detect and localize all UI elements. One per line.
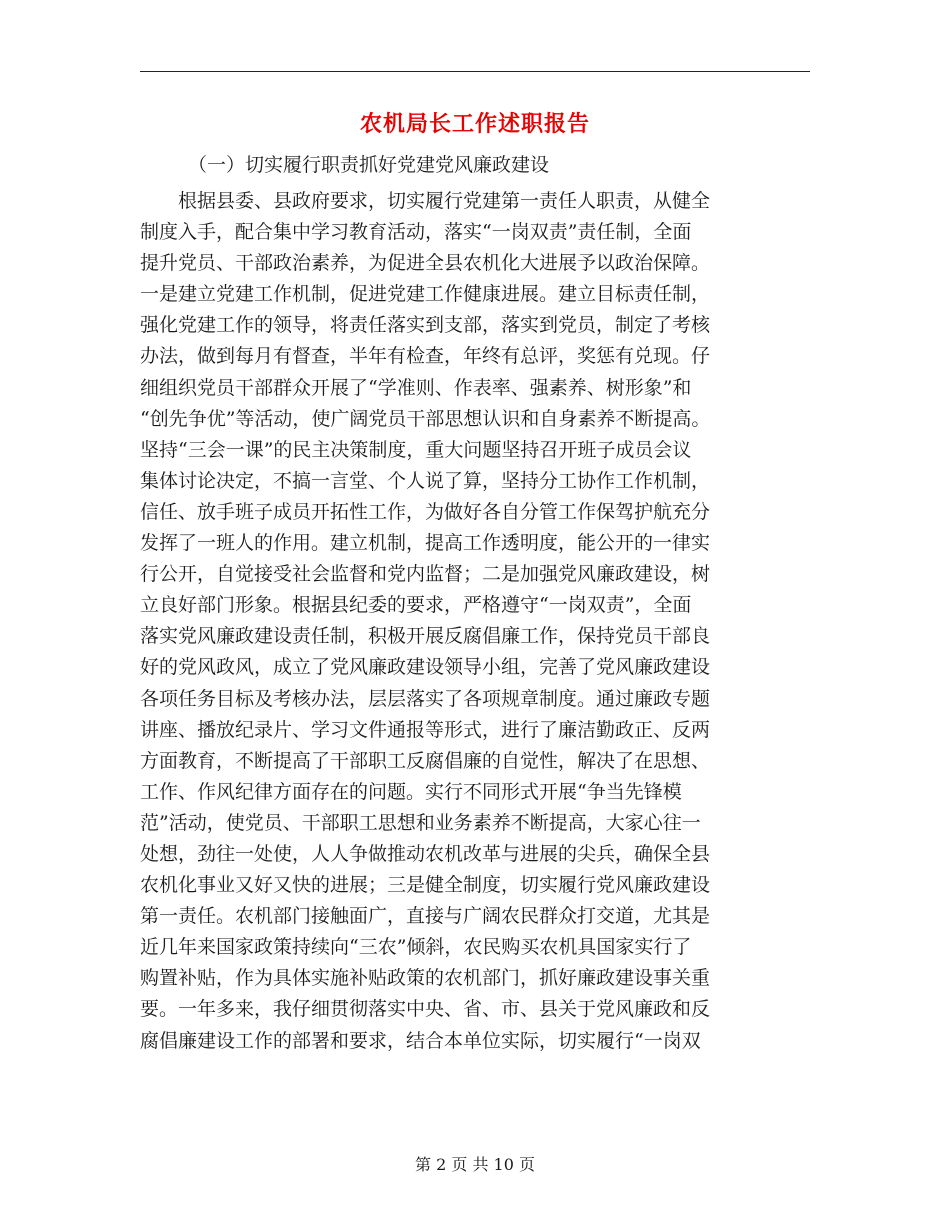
body-line: 近几年来国家政策持续向“三农”倾斜，农民购买农机具国家实行了 [140,936,692,959]
body-line: 方面教育，不断提高了干部职工反腐倡廉的自觉性，解决了在思想、 [140,749,711,772]
body-text [140,186,830,1057]
body-line: 立良好部门形象。根据县纪委的要求，严格遵守“一岗双责”，全面 [140,594,692,617]
section-heading: （一）切实履行职责抓好党建党风廉政建设 [188,154,550,176]
body-line: 各项任务目标及考核办法，层层落实了各项规章制度。通过廉政专题 [140,687,711,710]
body-line: 集体讨论决定，不搞一言堂、个人说了算，坚持分工协作工作机制， [140,469,711,492]
body-line: 落实党风廉政建设责任制，积极开展反腐倡廉工作，保持党员干部良 [140,625,711,648]
body-line: 农机化事业又好又快的进展；三是健全制度，切实履行党风廉政建设 [140,874,711,897]
header-rule [140,71,810,72]
body-line: 工作、作风纪律方面存在的问题。实行不同形式开展“争当先锋模 [140,780,682,803]
body-line: 好的党风政风，成立了党风廉政建设领导小组，完善了党风廉政建设 [140,656,711,679]
body-line: “创先争优”等活动，使广阔党员干部思想认识和自身素养不断提高。 [140,407,711,430]
body-line: 一是建立党建工作机制，促进党建工作健康进展。建立目标责任制， [140,283,711,306]
body-line: 范”活动，使党员、干部职工思想和业务素养不断提高，大家心往一 [140,811,701,834]
body-line: 行公开，自觉接受社会监督和党内监督；二是加强党风廉政建设，树 [140,563,711,586]
body-line: 办法，做到每月有督查，半年有检查，年终有总评，奖惩有兑现。仔 [140,345,711,368]
body-line: 第一责任。农机部门接触面广，直接与广阔农民群众打交道，尤其是 [140,905,711,928]
body-line: 细组织党员干部群众开展了“学准则、作表率、强素养、树形象”和 [140,376,692,399]
body-line: 处想，劲往一处使，人人争做推动农机改革与进展的尖兵，确保全县 [140,842,711,865]
body-line: 腐倡廉建设工作的部署和要求，结合本单位实际，切实履行“一岗双 [140,1029,701,1052]
page-number: 第 2 页 共 10 页 [415,1155,535,1174]
body-line: 制度入手，配合集中学习教育活动，落实“一岗双责”责任制，全面 [140,221,692,244]
body-line: 根据县委、县政府要求，切实履行党建第一责任人职责，从健全 [140,190,711,212]
body-line: 坚持“三会一课”的民主决策制度，重大问题坚持召开班子成员会议 [140,438,692,461]
body-line: 发挥了一班人的作用。建立机制，提高工作透明度，能公开的一律实 [140,532,711,555]
body-line: 讲座、播放纪录片、学习文件通报等形式，进行了廉洁勤政正、反两 [140,718,711,741]
body-line: 要。一年多来，我仔细贯彻落实中央、省、市、县关于党风廉政和反 [140,998,711,1021]
body-line: 购置补贴，作为具体实施补贴政策的农机部门，抓好廉政建设事关重 [140,967,711,990]
document-title: 农机局长工作述职报告 [359,111,590,137]
body-line: 信任、放手班子成员开拓性工作，为做好各自分管工作保驾护航充分 [140,500,711,523]
body-line: 提升党员、干部政治素养，为促进全县农机化大进展予以政治保障。 [140,252,711,275]
body-line: 强化党建工作的领导，将责任落实到支部，落实到党员，制定了考核 [140,314,711,337]
